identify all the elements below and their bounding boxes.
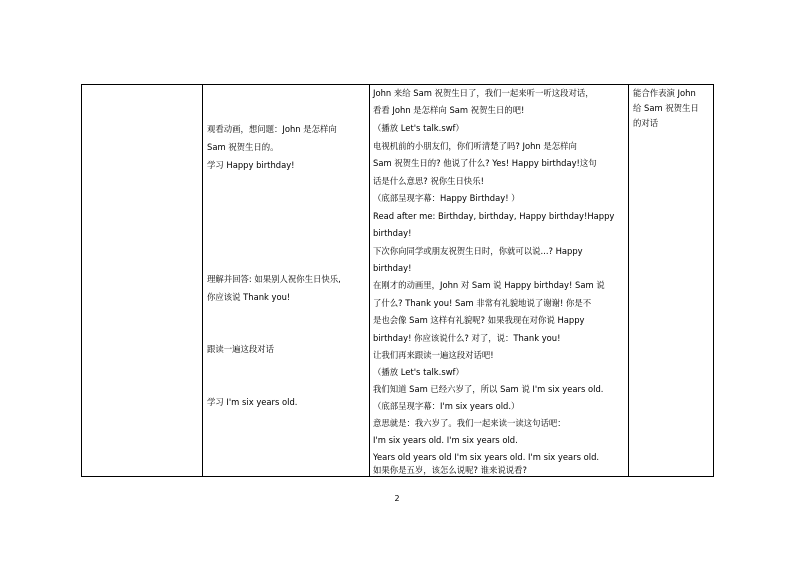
teacher-activity-line: 话是什么意思? 祝你生日快乐! — [373, 176, 484, 186]
teacher-activity-line: birthday! 你应该说什么? 对了，说：Thank you! — [373, 333, 561, 343]
objective-line: 的对话 — [633, 118, 659, 128]
objective-line: 能合作表演 John — [633, 88, 696, 98]
student-activity-line: 观看动画，想问题：John 是怎样向 — [207, 124, 337, 134]
teacher-activity-line: 电视机前的小朋友们，你们听清楚了吗? John 是怎样向 — [373, 141, 577, 151]
column-divider — [628, 85, 629, 476]
page-number: 2 — [394, 494, 400, 503]
teacher-activity-line: John 来给 Sam 祝贺生日了，我们一起来听一听这段对话， — [373, 88, 594, 98]
teacher-activity-line: （底部呈现字幕：I'm six years old.） — [373, 401, 520, 411]
teacher-activity-line: birthday! — [373, 228, 412, 238]
student-activity-line: Sam 祝贺生日的。 — [207, 142, 279, 152]
teacher-activity-line: 如果你是五岁，该怎么说呢? 谁来说说看? — [373, 465, 527, 475]
column-divider — [369, 85, 370, 476]
student-activity-line: 你应该说 Thank you! — [207, 292, 291, 302]
lesson-plan-table — [81, 84, 714, 477]
student-activity-line: 学习 I'm six years old. — [207, 397, 298, 407]
teacher-activity-line: 在刚才的动画里，John 对 Sam 说 Happy birthday! Sam 说 — [373, 280, 605, 290]
student-activity-line: 理解并回答: 如果别人祝你生日快乐, — [207, 274, 341, 284]
teacher-activity-line: Read after me: Birthday, birthday, Happy birthday!Happy — [373, 211, 615, 221]
teacher-activity-line: 意思就是：我六岁了。我们一起来读一读这句话吧： — [373, 418, 566, 428]
teacher-activity-line: Years old years old I'm six years old. I'm six years old. — [373, 452, 600, 462]
teacher-activity-line: 我们知道 Sam 已经六岁了，所以 Sam 说 I'm six years old. — [373, 384, 604, 394]
teacher-activity-line: 是也会像 Sam 这样有礼貌呢? 如果我现在对你说 Happy — [373, 315, 585, 325]
teacher-activity-line: Sam 祝贺生日的? 他说了什么? Yes! Happy birthday!这句 — [373, 158, 597, 168]
teacher-activity-line: （底部呈现字幕：Happy Birthday! ） — [373, 193, 520, 203]
teacher-activity-line: 让我们再来跟读一遍这段对话吧! — [373, 350, 494, 360]
objective-line: 给 Sam 祝贺生日 — [633, 103, 699, 113]
column-divider — [202, 85, 203, 476]
teacher-activity-line: birthday! — [373, 263, 412, 273]
teacher-activity-line: I'm six years old. I'm six years old. — [373, 435, 518, 445]
teacher-activity-line: 看看 John 是怎样向 Sam 祝贺生日的吧! — [373, 105, 525, 115]
teacher-activity-line: （播放 Let's talk.swf） — [373, 367, 464, 377]
teacher-activity-line: 了什么? Thank you! Sam 非常有礼貌地说了谢谢! 你是不 — [373, 298, 592, 308]
teacher-activity-line: （播放 Let's talk.swf） — [373, 123, 464, 133]
teacher-activity-line: 下次你向同学或朋友祝贺生日时，你就可以说...? Happy — [373, 246, 583, 256]
student-activity-line: 学习 Happy birthday! — [207, 160, 295, 170]
student-activity-line: 跟读一遍这段对话 — [207, 344, 274, 354]
